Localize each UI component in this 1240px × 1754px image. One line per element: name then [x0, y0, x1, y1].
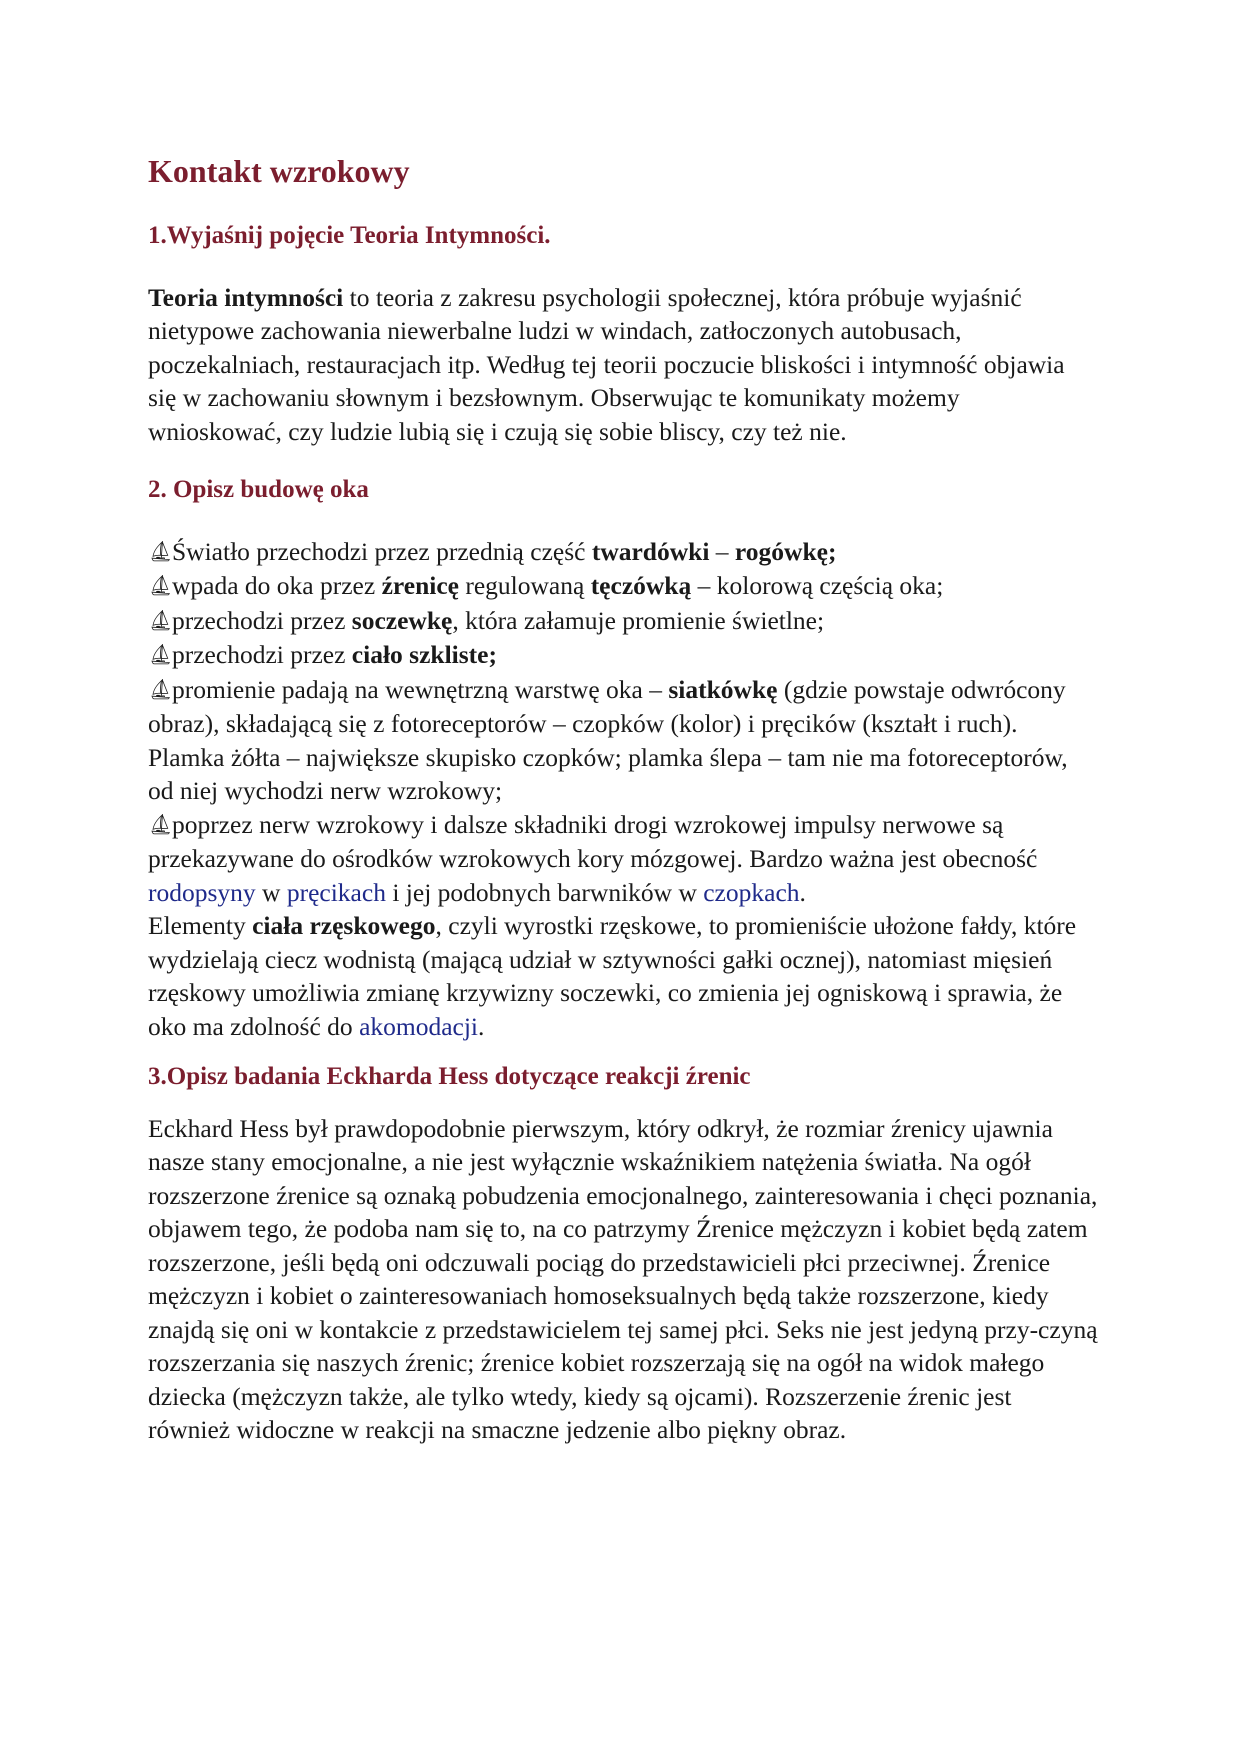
- list-item: ⛵︎promienie padają na wewnętrzną warstwę oka – siatkówkę (gdzie powstaje odwrócony obraz), składającą się z fotoreceptorów – czopków (kolor) i pręcików (kształt i ruch). Plamka żółta – największe skupisko czopków; plamka ślepa – tam nie ma fotoreceptorów, od niej wychodzi nerw wzrokowy;: [148, 674, 1068, 806]
- list-item: ⛵︎wpada do oka przez źrenicę regulowaną tęczówką – kolorową częścią oka;: [148, 569, 1098, 604]
- sailboat-bullet-icon: ⛵︎: [148, 644, 174, 667]
- eye-structure-list: [148, 535, 1098, 1044]
- section-1-text: to teoria z zakresu psychologii społecznej, która próbuje wyjaśnić nietypowe zachowania niewerbalne ludzi w windach, zatłoczonych autobusach, poczekalniach, restauracjach itp. Według tej teorii poczucie bliskości i intymność objawia się w zachowaniu słownym i bezsłownym. Obserwując te komunikaty możemy wnioskować, czy ludzie lubią się i czują się sobie bliscy, czy też nie.: [148, 282, 1065, 446]
- section-1-heading: 1.Wyjaśnij pojęcie Teoria Intymności.: [148, 222, 551, 250]
- link-precikach[interactable]: pręcikach: [286, 877, 386, 907]
- sailboat-bullet-icon: ⛵︎: [148, 540, 174, 563]
- section-3-paragraph: Eckhard Hess był prawdopodobnie pierwszym, który odkrył, że rozmiar źrenicy ujawnia nasze stany emocjonalne, a nie jest wyłącznie wskaźnikiem natężenia światła. Na ogół rozszerzone źrenice są oznaką pobudzenia emocjonalnego, zainteresowania i chęci poznania, objawem tego, że podoba nam się to, na co patrzymy Źrenice mężczyzn i kobiet będą zatem rozszerzone, jeśli będą oni odczuwali pociąg do przedstawicieli płci przeciwnej. Źrenice mężczyzn i kobiet o zainteresowaniach homoseksualnych będą także rozszerzone, kiedy znajdą się oni w kontakcie z przedstawicielem tej samej płci. Seks nie jest jedyną przy-czyną rozszerzania się naszych źrenic; źrenice kobiet rozszerzają się na ogół na widok małego dziecka (mężczyzn także, ale tylko wtedy, kiedy są ojcami). Rozszerzenie źrenic jest również widoczne w reakcji na smaczne jedzenie albo piękny obraz.: [148, 1113, 1098, 1445]
- sailboat-bullet-icon: ⛵︎: [148, 575, 174, 598]
- link-akomodacji[interactable]: akomodacji: [359, 1011, 479, 1041]
- link-rodopsyny[interactable]: rodopsyny: [148, 877, 256, 907]
- page-title: Kontakt wzrokowy: [148, 153, 410, 189]
- section-2-heading: 2. Opisz budowę oka: [148, 476, 369, 504]
- document-content: [148, 140, 1098, 1447]
- list-item: ⛵︎przechodzi przez soczewkę, która załamuje promienie świetlne;: [148, 604, 1098, 639]
- sailboat-bullet-icon: ⛵︎: [148, 813, 174, 836]
- section-1-paragraph: [148, 281, 1098, 449]
- sailboat-bullet-icon: ⛵︎: [148, 678, 174, 701]
- list-item: ⛵︎przechodzi przez ciało szkliste;: [148, 638, 1098, 673]
- sailboat-bullet-icon: ⛵︎: [148, 609, 174, 632]
- ciliary-body-paragraph: Elementy ciała rzęskowego, czyli wyrostki rzęskowe, to promieniście ułożone fałdy, które wydzielają ciecz wodnistą (mającą udział w sztywności gałki ocznej), natomiast mięsień rzęskowy umożliwia zmianę krzywizny soczewki, co zmienia jej ogniskową i sprawia, że oko ma zdolność do akomodacji.: [148, 911, 1077, 1041]
- list-item: ⛵︎poprzez nerw wzrokowy i dalsze składniki drogi wzrokowej impulsy nerwowe są przekazywane do ośrodków wzrokowych kory mózgowej. Bardzo ważna jest obecność rodopsyny w pręcikach i jej podobnych barwników w czopkach.: [148, 809, 1038, 907]
- term-teoria-intymnosci: Teoria intymności: [148, 282, 344, 312]
- list-item: ⛵︎Światło przechodzi przez przednią część twardówki – rogówkę;: [148, 535, 1098, 570]
- link-czopkach[interactable]: czopkach: [703, 877, 800, 907]
- section-3-heading: 3.Opisz badania Eckharda Hess dotyczące reakcji źrenic: [148, 1063, 751, 1091]
